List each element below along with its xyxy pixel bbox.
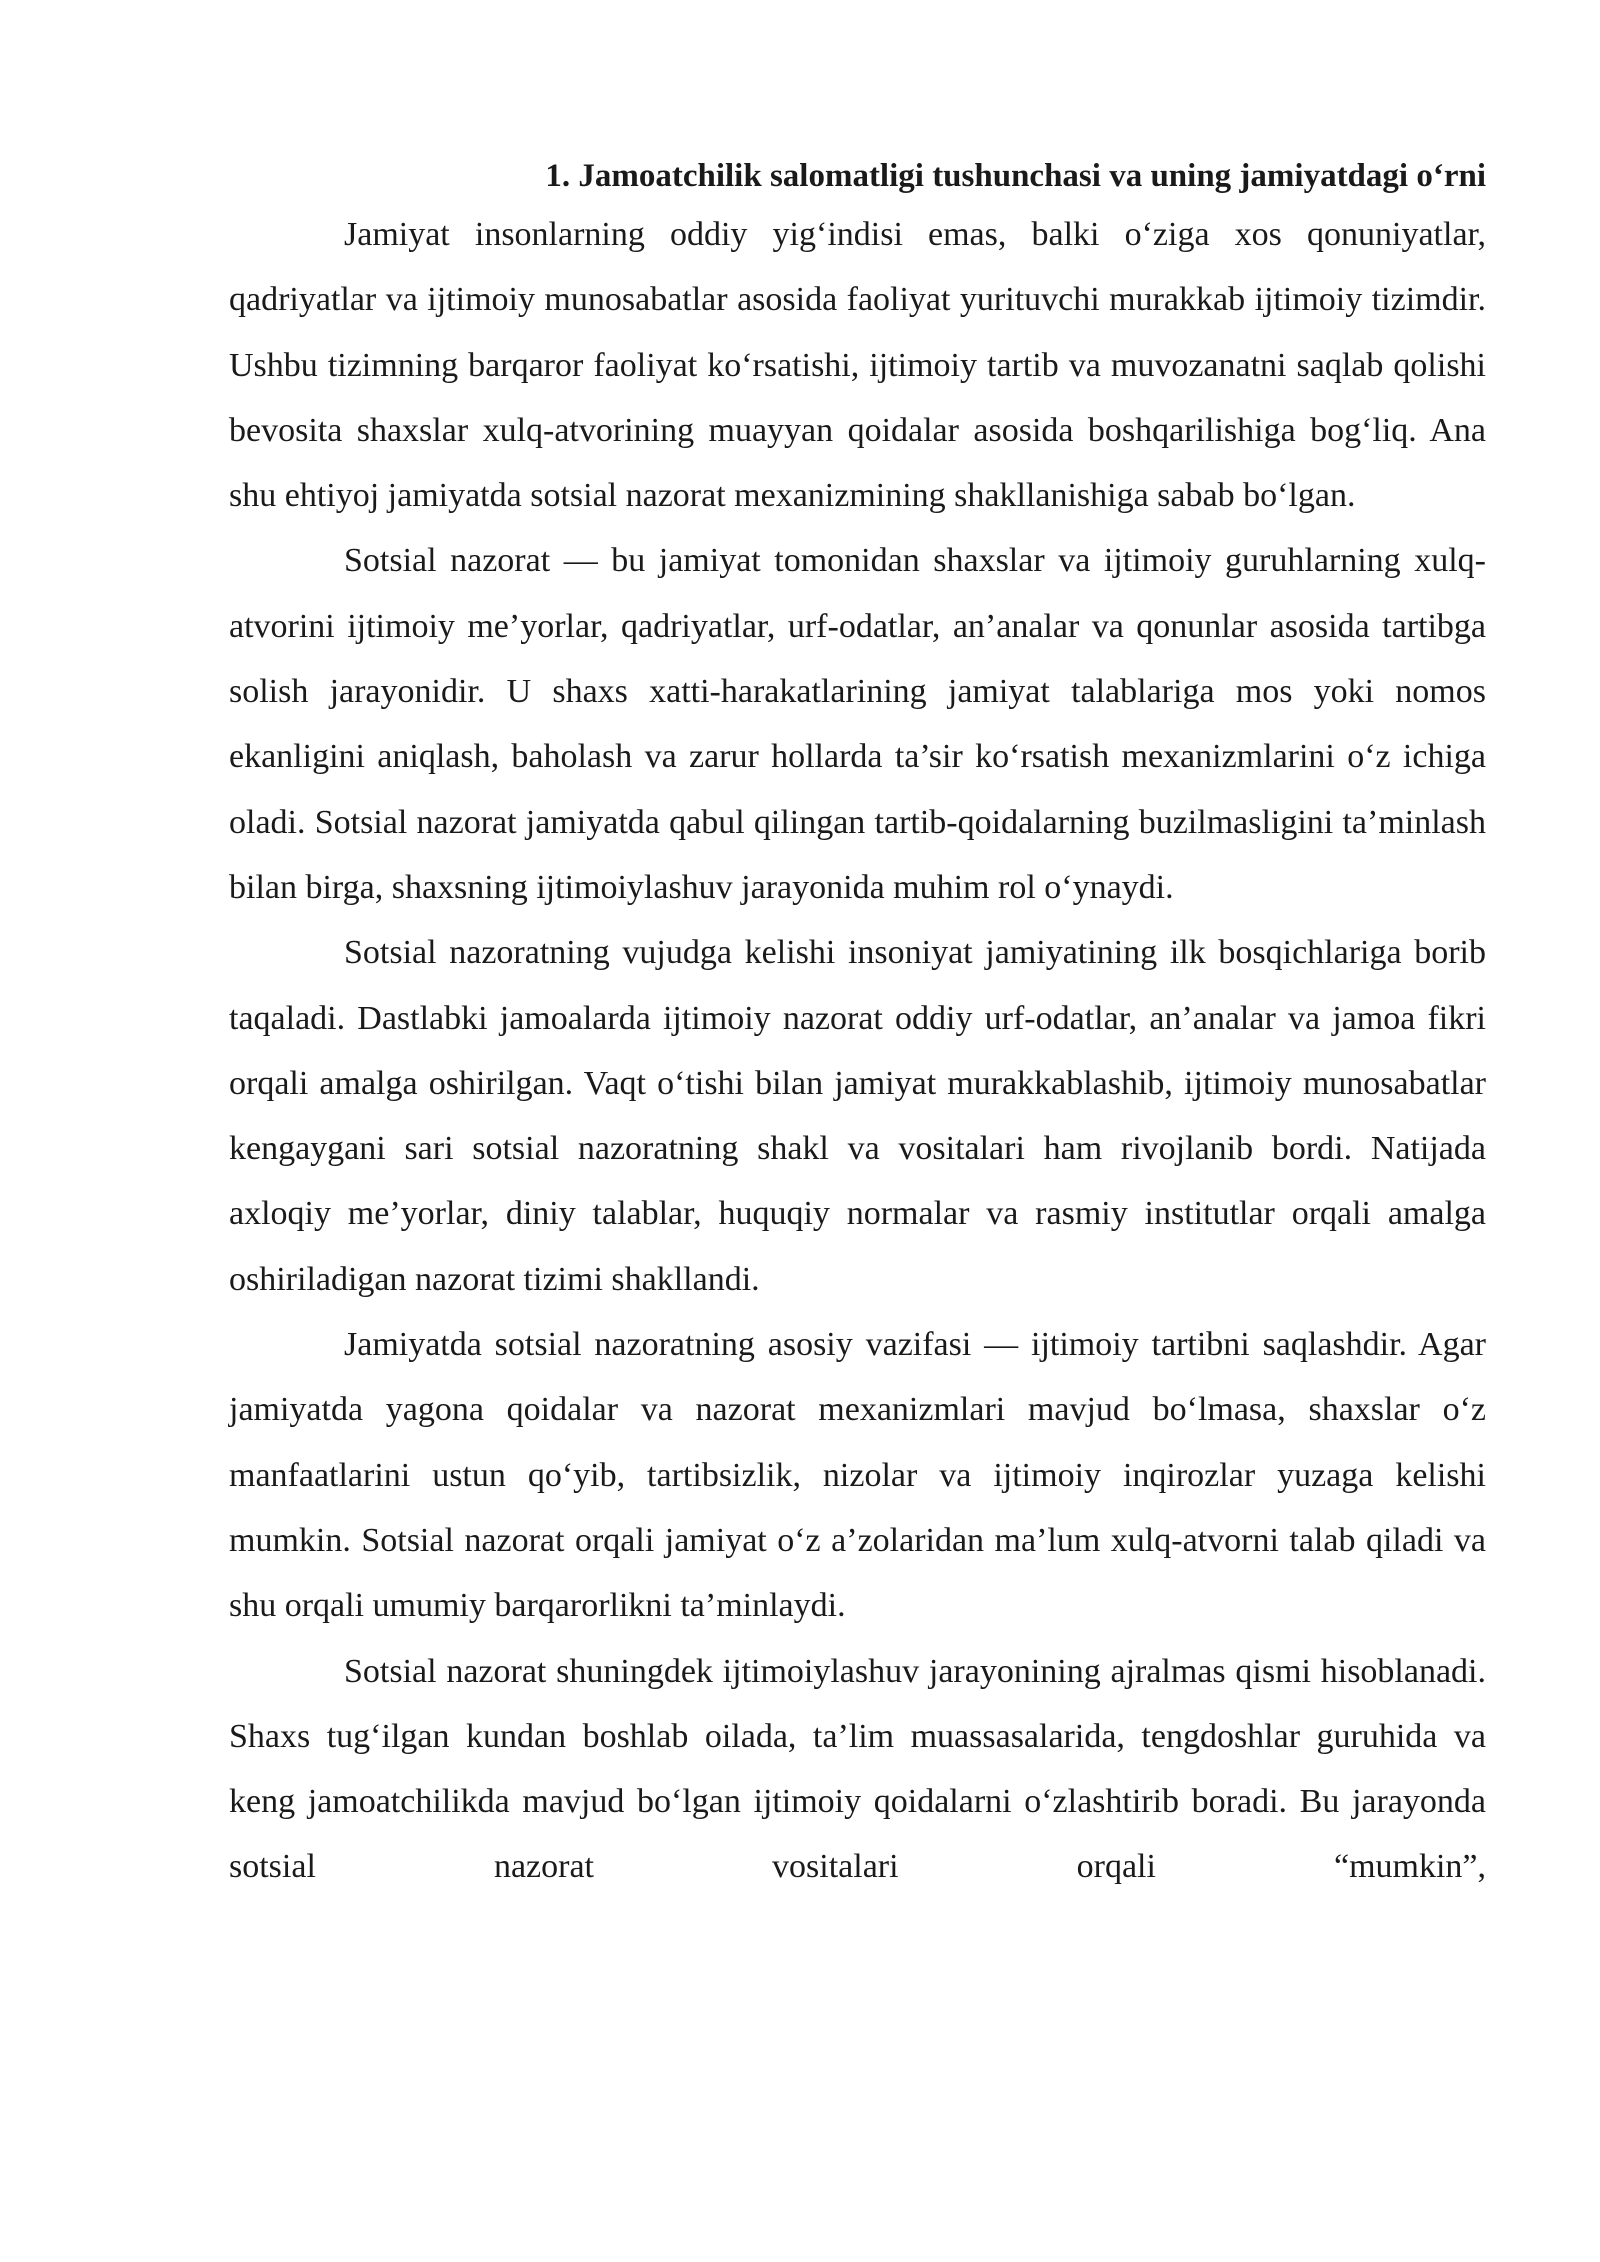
paragraph-3: Sotsial nazoratning vujudga kelishi insoniyat jamiyatining ilk bosqichlariga borib taqaladi. Dastlabki jamoalarda ijtimoiy nazorat oddiy urf-odatlar, an’analar va jamoa fikri orqali amalga oshirilgan. Vaqt o‘tishi bilan jamiyat murakkablashib, ijtimoiy munosabatlar kengaygani sari sotsial nazoratning shakl va vositalari ham rivojlanib bordi. Natijada axloqiy me’yorlar, diniy talablar, huquqiy normalar va rasmiy institutlar orqali amalga oshiriladigan nazorat tizimi shakllandi. bbox=[229, 934, 1486, 1298]
document-page bbox=[229, 150, 1486, 1900]
paragraph-5: Sotsial nazorat shuningdek ijtimoiylashuv jarayonining ajralmas qismi hisoblanadi. Shaxs tug‘ilgan kundan boshlab oilada, ta’lim muassasalarida, tengdoshlar guruhida va keng jamoatchilikda mavjud bo‘lgan ijtimoiy qoidalarni o‘zlashtirib boradi. Bu jarayonda sotsial nazorat vositalari orqali “mumkin”, bbox=[229, 1652, 1486, 1886]
section-heading: 1. Jamoatchilik salomatligi tushunchasi va uning jamiyatdagi o‘rni bbox=[545, 158, 1486, 194]
paragraph-2: Sotsial nazorat — bu jamiyat tomonidan shaxslar va ijtimoiy guruhlarning xulq-atvorini ijtimoiy me’yorlar, qadriyatlar, urf-odatlar, an’analar va qonunlar asosida tartibga solish jarayonidir. U shaxs xatti-harakatlarining jamiyat talablariga mos yoki nomos ekanligini aniqlash, baholash va zarur hollarda ta’sir ko‘rsatish mexanizmlarini o‘z ichiga oladi. Sotsial nazorat jamiyatda qabul qilingan tartib-qoidalarning buzilmasligini ta’minlash bilan birga, shaxsning ijtimoiylashuv jarayonida muhim rol o‘ynaydi. bbox=[229, 542, 1486, 906]
paragraph-4: Jamiyatda sotsial nazoratning asosiy vazifasi — ijtimoiy tartibni saqlashdir. Agar jamiyatda yagona qoidalar va nazorat mexanizmlari mavjud bo‘lmasa, shaxslar o‘z manfaatlarini ustun qo‘yib, tartibsizlik, nizolar va ijtimoiy inqirozlar yuzaga kelishi mumkin. Sotsial nazorat orqali jamiyat o‘z a’zolaridan ma’lum xulq-atvorni talab qiladi va shu orqali umumiy barqarorlikni ta’minlaydi. bbox=[229, 1326, 1486, 1625]
paragraph-1: Jamiyat insonlarning oddiy yig‘indisi emas, balki o‘ziga xos qonuniyatlar, qadriyatlar va ijtimoiy munosabatlar asosida faoliyat yurituvchi murakkab ijtimoiy tizimdir. Ushbu tizimning barqaror faoliyat ko‘rsatishi, ijtimoiy tartib va muvozanatni saqlab qolishi bevosita shaxslar xulq-atvorining muayyan qoidalar asosida boshqarilishiga bog‘liq. Ana shu ehtiyoj jamiyatda sotsial nazorat mexanizmining shakllanishiga sabab bo‘lgan. bbox=[229, 216, 1486, 515]
